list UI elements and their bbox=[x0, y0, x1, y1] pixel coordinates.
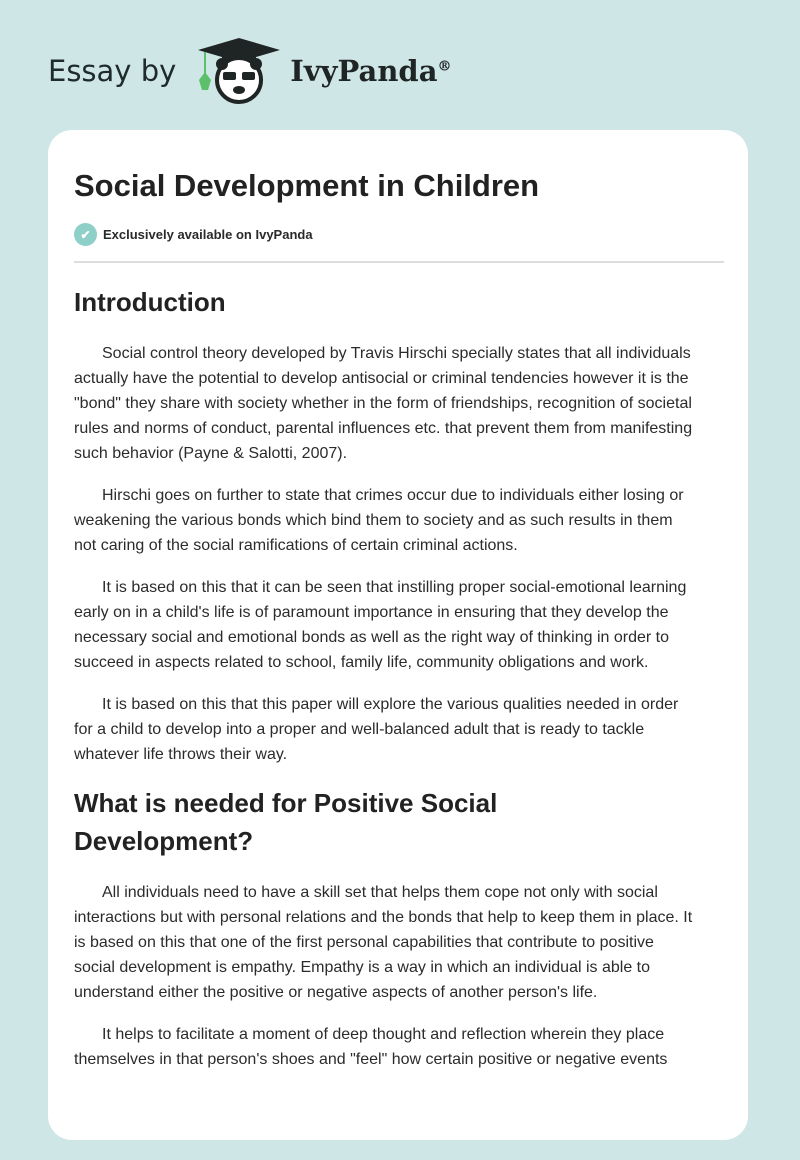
paragraph bbox=[74, 880, 726, 1005]
text-line: weakening the various bonds which bind them to society and as such results in them bbox=[74, 512, 673, 529]
text-line: All individuals need to have a skill set that helps them cope not only with social bbox=[102, 884, 658, 901]
paragraph bbox=[74, 692, 726, 767]
heading-line: Introduction bbox=[74, 287, 226, 317]
text-line: such behavior (Payne & Salotti, 2007). bbox=[74, 445, 348, 462]
text-line: interactions but with personal relations and the bonds that help to keep them in place. It bbox=[74, 909, 693, 926]
panda-logo-icon[interactable] bbox=[196, 36, 282, 106]
text-line: Social control theory developed by Travis Hirschi specially states that all individuals bbox=[102, 345, 691, 362]
essay-content bbox=[74, 283, 726, 1089]
brand-name[interactable] bbox=[290, 54, 451, 88]
text-line: necessary social and emotional bonds as well as the right way of thinking in order to bbox=[74, 629, 669, 646]
paragraph bbox=[74, 1022, 726, 1072]
paragraph bbox=[74, 483, 726, 558]
text-line: Hirschi goes on further to state that crimes occur due to individuals either losing or bbox=[102, 487, 684, 504]
text-line: not caring of the social ramifications of certain criminal actions. bbox=[74, 537, 518, 554]
text-line: succeed in aspects related to school, family life, community obligations and work. bbox=[74, 654, 649, 671]
registered-mark: ® bbox=[437, 58, 452, 75]
text-line: social development is empathy. Empathy is a way in which an individual is able to bbox=[74, 959, 650, 976]
text-line: It is based on this that this paper will explore the various qualities needed in order bbox=[102, 696, 679, 713]
text-line: rules and norms of conduct, parental influences etc. that prevent them from manifesting bbox=[74, 420, 693, 437]
section-heading bbox=[74, 784, 726, 860]
paragraph bbox=[74, 341, 726, 466]
paragraph bbox=[74, 575, 726, 675]
check-icon: ✔ bbox=[74, 223, 97, 246]
text-line: "bond" they share with society whether in the form of friendships, recognition of societal bbox=[74, 395, 692, 412]
heading-line: Development? bbox=[74, 826, 254, 856]
text-line: is based on this that one of the first personal capabilities that contribute to positive bbox=[74, 934, 654, 951]
site-header bbox=[48, 36, 452, 106]
text-line: for a child to develop into a proper and well-balanced adult that is ready to tackle bbox=[74, 721, 645, 738]
divider bbox=[74, 261, 724, 263]
text-line: It helps to facilitate a moment of deep thought and reflection wherein they place bbox=[102, 1026, 665, 1043]
section-heading bbox=[74, 283, 726, 321]
text-line: understand either the positive or negative aspects of another person's life. bbox=[74, 984, 598, 1001]
exclusive-badge-label: Exclusively available on IvyPanda bbox=[103, 227, 313, 242]
page-title: Social Development in Children bbox=[74, 168, 540, 203]
text-line: actually have the potential to develop antisocial or criminal tendencies however it is the bbox=[74, 370, 689, 387]
text-line: It is based on this that it can be seen that instilling proper social-emotional learning bbox=[102, 579, 687, 596]
essay-card bbox=[48, 130, 748, 1140]
heading-line: What is needed for Positive Social bbox=[74, 788, 498, 818]
text-line: themselves in that person's shoes and "feel" how certain positive or negative events bbox=[74, 1051, 668, 1068]
exclusive-badge bbox=[74, 223, 313, 246]
essay-by-label: Essay by bbox=[48, 54, 177, 88]
text-line: whatever life throws their way. bbox=[74, 746, 288, 763]
text-line: early on in a child's life is of paramount importance in ensuring that they develop the bbox=[74, 604, 669, 621]
brand-text: IvyPanda bbox=[290, 54, 438, 88]
